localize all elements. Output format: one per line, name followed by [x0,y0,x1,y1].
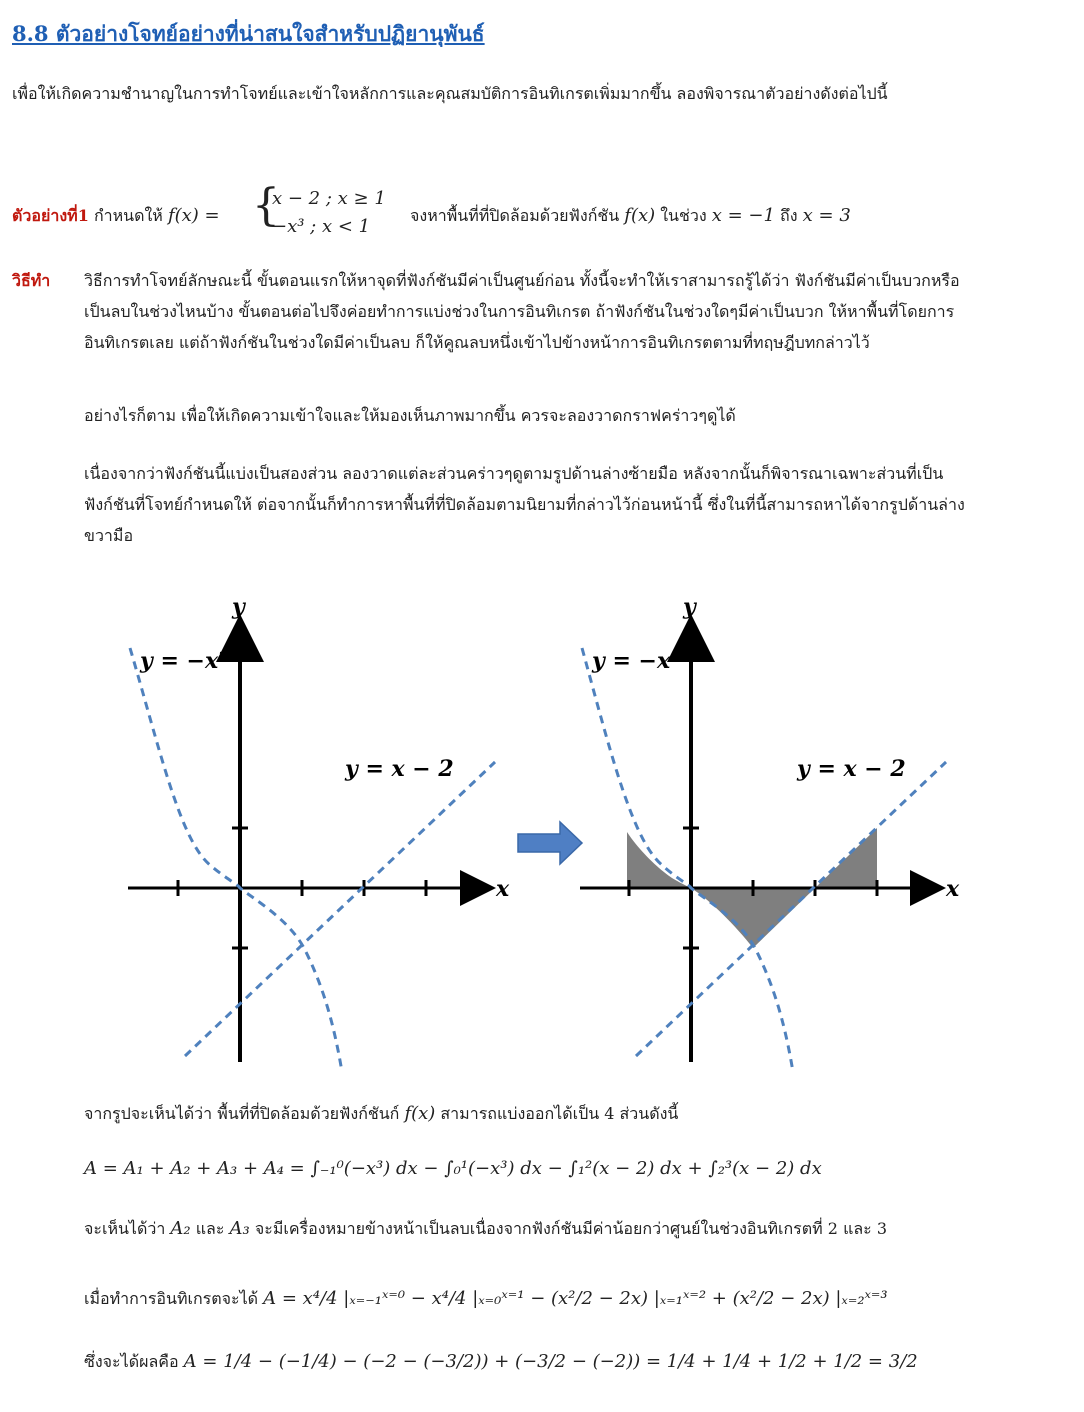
solution-paragraph-3 [84,458,1074,551]
integrate-expression: A = x⁴/4 |ₓ₌₋₁ˣ⁼⁰ − x⁴/4 |ₓ₌₀ˣ⁼¹ − (x²/2 − 2x) |ₓ₌₁ˣ⁼² + (x²/2 − 2x) |ₓ₌₂ˣ⁼³ [263,1288,888,1309]
task-text: จงหาพื้นที่ที่ปิดล้อมด้วยฟังก์ชัน [410,206,620,225]
sign-note-a3: A₃ [229,1218,250,1239]
left-cubic-curve [130,648,342,1072]
left-line-curve [185,762,495,1056]
brace-glyph: { [252,180,280,231]
result-text: ซึ่งจะได้ผลคือ [84,1352,179,1371]
example-task [410,200,851,231]
range-to-word: ถึง [780,206,798,225]
right-graph [580,594,960,1072]
solution-p3-line: เนื่องจากว่าฟังก์ชันนี้แบ่งเป็นสองส่วน ลองวาดแต่ละส่วนคร่าวๆดูตามรูปด้านล่างซ้ายมือ หลังจากนั้นก็พิจารณาเฉพาะส่วนที่เป็น [84,464,944,483]
left-cubic-label: y = −x³ [140,648,228,674]
sign-note-a2: A₂ [170,1218,191,1239]
sign-note-line [84,1213,887,1244]
section-heading: 8.8 ตัวอย่างโจทย์อย่างที่น่าสนใจสำหรับปฏิยานุพันธ์ [12,21,485,46]
right-arrow-icon [518,822,582,864]
solution-p1-line: อินทิเกรตเลย แต่ถ้าฟังก์ชันในช่วงใดมีค่าเป็นลบ ก็ให้คูณลบหนึ่งเข้าไปข้างหน้าการอินทิเกรตตามที่ทฤษฎีบทกล่าวไว้ [84,333,870,352]
piecewise-case-2: −x³ ; x < 1 [272,216,371,237]
piecewise-case-1: x − 2 ; x ≥ 1 [272,188,386,209]
integrate-text: เมื่อทำการอินทิเกรตจะได้ [84,1289,259,1308]
range-text: ในช่วง [660,206,707,225]
task-fx: f(x) [624,205,656,226]
solution-label: วิธีทำ [12,271,51,290]
result-line [84,1346,918,1377]
right-x-label: x [946,876,960,902]
intro-paragraph: เพื่อให้เกิดความชำนาญในการทำโจทย์และเข้าใจหลักการและคุณสมบัติการอินทิเกรตเพิ่มมากขึ้น ลองพิจารณาตัวอย่างดังต่อไปนี้ [12,84,888,103]
sign-note-rest: จะมีเครื่องหมายข้างหน้าเป็นลบเนื่องจากฟังก์ชันมีค่าน้อยกว่าศูนย์ในช่วงอินทิเกรตที่ 2 และ 3 [254,1219,888,1238]
left-x-label: x [496,876,510,902]
solution-paragraph-2: อย่างไรก็ตาม เพื่อให้เกิดความเข้าใจและให้มองเห็นภาพมากขึ้น ควรจะลองวาดกราฟคร่าวๆดูได้ [84,406,736,425]
after-graph-line [84,1098,678,1129]
integrate-line [84,1283,888,1314]
right-y-label: y [683,594,696,620]
solution-p1-line: เป็นลบในช่วงไหนบ้าง ขั้นตอนต่อไปจึงค่อยทำการแบ่งช่วงในการอินทิเกรต ถ้าฟังก์ชันในช่วงใดๆมีค่าเป็นบวก ให้หาพื้นที่โดยการ [84,302,955,321]
range-to: x = 3 [802,205,851,226]
area-equation: A = A₁ + A₂ + A₃ + A₄ = ∫₋₁⁰(−x³) dx − ∫₀¹(−x³) dx − ∫₁²(x − 2) dx + ∫₂³(x − 2) dx [84,1158,822,1179]
sign-note-and: และ [195,1219,225,1238]
right-line-curve [636,762,946,1056]
range-from: x = −1 [711,205,775,226]
solution-p1-line: วิธีการทำโจทย์ลักษณะนี้ ขั้นตอนแรกให้หาจุดที่ฟังก์ชันมีค่าเป็นศูนย์ก่อน ทั้งนี้จะทำให้เราสามารถรู้ได้ว่า ฟังก์ชันมีค่าเป็นบวกหรือ [84,271,960,290]
after-graph-fx: f(x) [404,1103,436,1124]
example-fx: f(x) = [167,205,220,226]
left-graph [128,594,510,1072]
graphs-figure [0,590,1084,1080]
right-line-label: y = x − 2 [797,756,906,782]
result-expression: A = 1/4 − (−1/4) − (−2 − (−3/2)) + (−3/2 − (−2)) = 1/4 + 1/4 + 1/2 + 1/2 = 3/2 [183,1351,918,1372]
example-line [12,200,220,231]
solution-p3-line: ฟังก์ชันที่โจทย์กำหนดให้ ต่อจากนั้นก็ทำการหาพื้นที่ที่ปิดล้อมตามนิยามที่กล่าวไว้ก่อนหน้านี้ ซึ่งในที่นี้สามารถหาได้จากรูปด้านล่าง [84,495,965,514]
example-label: ตัวอย่างที่1 [12,206,89,225]
after-graph-text: จากรูปจะเห็นได้ว่า พื้นที่ที่ปิดล้อมด้วยฟังก์ชันก์ [84,1104,400,1123]
left-line-label: y = x − 2 [345,756,454,782]
solution-paragraph-1 [84,265,1074,358]
area-a2-a3 [691,888,815,948]
sign-note-text: จะเห็นได้ว่า [84,1219,166,1238]
after-graph-end: สามารถแบ่งออกได้เป็น 4 ส่วนดังนี้ [440,1104,679,1123]
example-given: กำหนดให้ [93,206,163,225]
solution-p3-line: ขวามือ [84,526,134,545]
right-cubic-label: y = −x³ [592,648,680,674]
left-y-label: y [232,594,245,620]
